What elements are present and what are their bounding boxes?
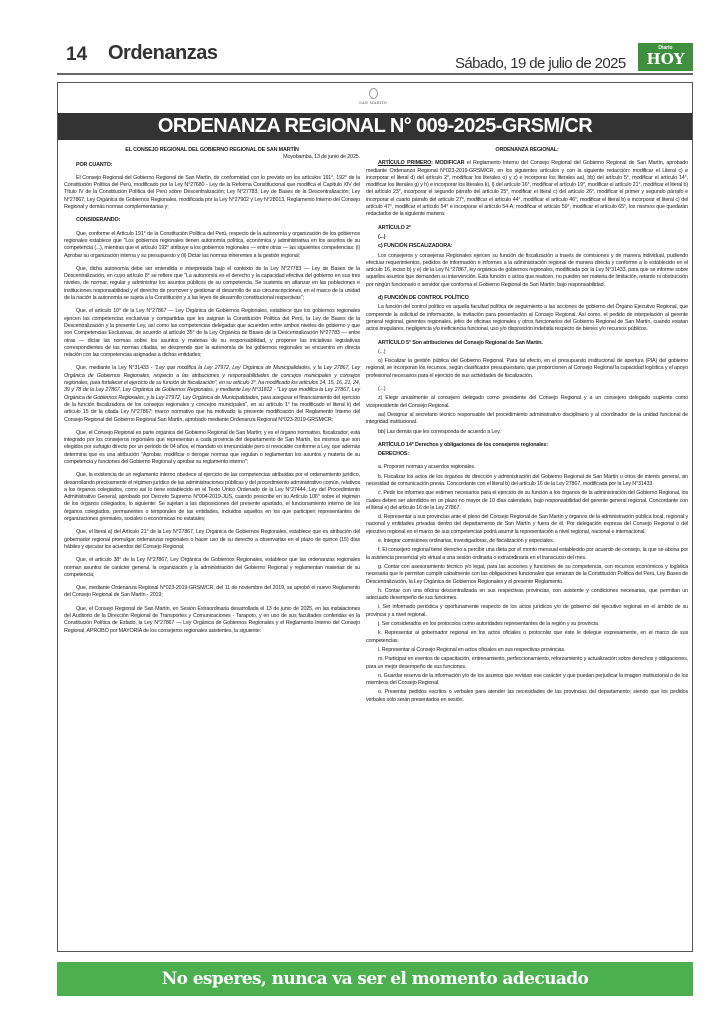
logo-big-text: HOY	[646, 50, 685, 68]
paragraph	[64, 365, 360, 423]
paragraph: Que, mediante Ordenanza Regional N°023-2019-GRSM/CR, del 11 de noviembre del 2019, se aprobó el nuevo Reglamento del Consejo Regional de San Martín - 2019;	[64, 585, 360, 599]
paragraph: Que, conforme el Artículo 191° de la Constitución Política del Perú, respecto de la autonomía y organización de los gobiernos regionales establece que "Los gobiernos regionales tienen autonomía política, económica y administrativa en los asuntos de su competencia (...), mientras que el artículo 192° atribuye a los gobiernos regionales — entre otras — las siguientes competencias: (i) Aprobar su organización interna y su presupuesto y (ii) Dictar las normas inherentes a la gestión regional;	[64, 230, 360, 259]
article-label: ARTÍCULO PRIMERO	[378, 160, 432, 167]
control-politico-heading: d) FUNCIÓN DE CONTROL POLÍTICO	[378, 295, 469, 302]
paragraph: z) Elegir anualmente al consejero delegado como presidente del Consejo Regional y a un consejero delegado suplente como vicepresidente del Consejo Regional.	[366, 395, 688, 409]
right-column	[366, 147, 688, 706]
diario-hoy-logo	[638, 43, 693, 71]
paragraph: Que, el literal a) del Artículo 21° de la Ley N°27867, Ley Orgánica de Gobiernos Regionales, establece que es atribución del gobernador regional promulgar ordenanzas regionales o hacer uso de su derecho a observarlas en el plazo de quince (15) días hábiles y ejecutar los acuerdos del Consejo Regional;	[64, 529, 360, 550]
seal-emblem-icon	[369, 88, 378, 99]
paragraph: La función del control político es aquella facultad política de seguimiento a las acciones de gobierno del Órgano Ejecutivo Regional, que comprende la solicitud de información, la invitación para presentación al Consejo Regional. Así como, el pedido de interpelación al gerente general regional, gerentes regionales, jefes de oficinas regionales y otros funcionarios del Gobierno Regional de San Martín, cuando existan actos irregulares, negligencia y/o ineficiencia funcional, uso y/o disposición indebida respecto de bienes y/o recursos públicos.	[366, 304, 688, 333]
paragraph: El Consejo Regional del Gobierno Regional de San Martín, de conformidad con lo previsto en los artículos 191°, 192° de la Constitución Política del Perú, modificado por la Ley N°27680 - Ley de la Reforma Constitucional que modifica el Capítulo XIV del Título IV de la Constitución Política del Perú sobre Descentralización; Ley N°27783, Ley de Bases de la Descentralización; Ley N°27867, Ley Orgánica de Gobiernos Regionales, modificada por la Ley N°27902 y Ley N°28013, Reglamento Interno del Consejo Regional y demás normas complementarias y;	[64, 174, 360, 211]
page-number: 14	[66, 44, 88, 65]
paragraph: Que, dicha autonomía debe ser entendida e interpretada bajo el contexto de la Ley N°27783 — Ley de Bases de la Descentralización, en cuyo artículo 8° se refiere que "La autonomía es el derecho y la capacidad efectiva del gobierno en sus tres niveles, de normar, regular y administrar los asuntos públicos de su competencia. Se sustenta en afianzar en las poblaciones e instituciones responsabilidad y el derecho de promover y gestionar el desarrollo de sus circunscripciones, en el marco de la unidad de la nación la autonomía se sujeta a la Constitución y a las leyes de desarrollo constitucional respectivas";	[64, 265, 360, 302]
issuer: EL CONSEJO REGIONAL DEL GOBIERNO REGIONAL DE SAN MARTÍN	[125, 147, 299, 153]
list-item: i. Ser informado periódica y oportunamente respecto de los actos jurídicos y/o de gobierno del ejecutivo regional en el ámbito de su provincia y a nivel regional.	[366, 604, 688, 618]
paragraph-start: Que, mediante la Ley N°31433 -	[76, 365, 155, 372]
section-title: Ordenanzas	[108, 42, 218, 64]
regional-seal	[328, 85, 418, 113]
ellipsis: (...)	[378, 348, 386, 355]
article-2-heading: ARTÍCULO 2°	[378, 224, 411, 231]
por-cuanto-heading: POR CUANTO:	[76, 161, 113, 168]
list-item: j. Ser considerados en los protocolos como autoridades representantes de la región y su provincia.	[378, 621, 600, 628]
paragraph-end: para asegurar el financiamiento del ejercicio de la función fiscalizadora de los consejos regionales y concejos municipales", en su artículo 1° ha modificado el literal k) del artículo 15 de la citada Ley N°27867; marco normativo que ha motivado la presente modificación del Reglamento Interno del Consejo Regional del Gobierno Regional San Martín, aprobado mediante Ordenanza Regional N°023-2019-GRSM/CR;	[64, 394, 361, 423]
header-divider	[57, 73, 693, 75]
law-quote: "Ley que modifica la Ley 27972, Ley Orgánica de Municipalidades, y la Ley 27867, Ley Orgánica de Gobiernos Regionales, respecto a las atribuciones y responsabilidades de concejos municipales y consejos regionales, para fortalecer el ejercicio de su función de fiscalización", en su artículo 3°, ha modificado los artículos 14, 15, 16, 21, 24, 39 y 78 de la Ley 27867, Ley Orgánica de Gobiernos Regionales, y mediante Ley N°31812 - "Ley que modifica la Ley 27867, Ley Orgánica de Gobiernos Regionales, y la Ley 27972, Ley Orgánica de Municipalidades,	[64, 365, 361, 401]
list-item: b. Fiscalizar los actos de los órganos de dirección y administración del Gobierno Regional de San Martín u otros de interés general, sin necesidad de comunicación previa. Concordante con el literal b) del artículo 16 de la Ley 27867, modificada por la Ley N°31433.	[366, 473, 688, 487]
article-verb: : MODIFICAR	[431, 160, 465, 167]
considerando-heading: CONSIDERANDO:	[76, 217, 121, 224]
list-item: c. Pedir los informes que estimen necesarios para el ejercicio de su función a los órganos de la administración del Gobierno Regional, los cuales deben ser atendidos en un plazo no mayor de 10 días calendario, bajo responsabilidad del gerente general regional. Concordante con el literal e) del artículo 16 de la Ley 27867.	[366, 490, 688, 511]
list-item: m. Participar en eventos de capacitación, entrenamiento, perfeccionamiento, reforzamiento y actualización sobre derechos y obligaciones, para un mejor desempeño de sus funciones.	[366, 656, 688, 670]
logo-small-text: Diario	[658, 45, 673, 51]
ordinance-box	[57, 82, 693, 952]
place-date: Moyobamba, 13 de junio de 2025.	[283, 154, 360, 161]
slogan-banner: No esperes, nunca va ser el momento adecuado	[57, 962, 693, 996]
issue-date: Sábado, 19 de julio de 2025	[455, 55, 626, 72]
paragraph: Que, el artículo 10° de la Ley N°27867 — Ley Orgánica de Gobiernos Regionales, establece que los gobiernos regionales ejercen las competencias exclusivas y compartidas que les asignan la Constitución Política del Perú, la Ley de Bases de la Descentralización y la presente Ley, así como las competencias delegadas que acuerden entre ambos niveles de gobierno y que son Competencias Exclusivas, de acuerdo al artículo 35° de la Ley Orgánica de Bases de la Descentralización N°27783 — entre otras — dictar las normas sobre los asuntos y materias de su responsabilidad, y proponer las iniciativas legislativas correspondientes de las normas citadas, se desprende que la autonomía de los gobiernos regionales se encuentra en directa relación con las competencias asignadas a dichas entidades;	[64, 308, 360, 359]
list-item: l. Representar al Consejo Regional en actos oficiales en sus respectivas provincias.	[378, 646, 566, 653]
fiscalizadora-heading: c) FUNCIÓN FISCALIZADORA:	[378, 243, 453, 250]
list-item: n. Guardar reserva de la información y/o de los asuntos que revistan ese carácter y que puedan perjudicar la imagen institucional o de los miembros del Consejo Regional.	[366, 672, 688, 687]
paragraph: Los consejeros y consejeras Regionales ejercen su función de fiscalización a través de comisiones y de manera individual, pudiendo efectuar requerimientos, pedidos de información e informes a la administración regional de manera directa y conforme a lo establecido en el artículo 16, inciso b) y e) de la Ley N.°27867, ley orgánica de gobiernos regionales, modificada por la Ley N°31433, para que se informe sobre aquellos asuntos que demanden su intervención. Esta función o actos que realicen, no pueden ser materia de limitación, retardo ni obstrucción por ningún funcionario o servidor que conforma el Gobierno Regional de San Martín; bajo responsabilidad.	[366, 252, 688, 288]
article-5-heading: ARTÍCULO 5° Son atribuciones del Consejo Regional de San Martín.	[378, 339, 543, 346]
list-item: a. Proponer normas y acuerdos regionales.	[378, 464, 476, 471]
article-14-heading: ARTÍCULO 14° Derechos y obligaciones de los consejeros regionales:	[378, 441, 548, 448]
paragraph: Que, el artículo 38° de la Ley N°27867, Ley Orgánica de Gobiernos Regionales, establece que las ordenanzas regionales norman asuntos de carácter general, la organización y la administración del Gobierno Regional y reglamentan materias de su competencia;	[64, 557, 360, 578]
ellipsis: (...)	[378, 233, 386, 240]
paragraph: aa) Designar al secretario técnico responsable del procedimiento administrativo disciplinario y al coordinador de la unidad funcional de integridad institucional.	[366, 411, 688, 426]
paragraph: Que, el Consejo Regional es parte orgánica del Gobierno Regional de San Martín; y es el órgano normativo, fiscalizador, está integrado por los consejeros regionales que representan a cada provincia del departamento de San Martín, los mismos que son elegidos por sufragio directo por un periodo de 04 años, el mandato es irrenunciable pero sí revocable conforme a Ley, que además determina que es una atribución "Aprobar, modificar o derogar normas que regulan o reglamentan los asuntos y materia de su competencia y funciones del Gobierno Regional y aprobar su reglamento interno";	[64, 429, 360, 465]
list-item: f. El consejero regional tiene derecho a percibir una dieta por el monto mensual establecido por acuerdo de consejo, la que se abona por la asistencia presencial y/o virtual a una sesión ordinaria o extraordinaria en el transcurso del mes.	[366, 547, 688, 561]
left-column	[64, 147, 360, 641]
ordinance-heading: ORDENANZA REGIONAL:	[495, 147, 559, 153]
list-item: h. Contar con una oficina descentralizada en sus respectivas provincias, con asistente y condiciones necesarias, que permitan un adecuado desempeño de sus funciones.	[366, 587, 688, 602]
paragraph: bb) Las demás que les corresponda de acuerdo a Ley.	[378, 428, 501, 435]
list-item: g. Contar con asesoramiento técnico y/o legal, para las acciones y funciones de su competencia, con recursos económicos y logística necesaria que le permitan cumplir cabalmente con las obligaciones funcionales que emanan de la Constitución Política del Perú, Ley Bases de Descentralización, la Ley Orgánica de Gobiernos Regionales y el presente Reglamento.	[366, 563, 688, 585]
article-text: el Reglamento Interno del Consejo Regional del Gobierno Regional de San Martín, aprobado mediante Ordenanza Regional N°023-2019-GRSM/CR, en los siguientes artículos y con la siguiente redacción: modificar el Literal c) e incorporar el literal d) del artículo 2°, modificar los literales o) y z) e incorporar los literales aa), bb) del artículo 5°, modificar el artículo 14°, modificar los literales g) y h) e incorporar los literales k), l) del artículo 16°, modificar el artículo 19°, modificar el artículo 21°, modificar el literal b) del artículo 23°, incorporar el segundo párrafo del artículo 25°, modificar el literal c) del artículo 26°, modificar el primer y segundo párrafo e incorporar el cuarto párrafo del artículo 27°, modificar el artículo 44°, modificar el artículo 46°, modificar el literal b) e incorporar el literal c) del artículo 47°, modificar el artículo 54° e incorporar el artículo 54-A; modificar el artículo 59°, modificar el artículo 65°, los mismos que quedarán redactados de la siguiente manera:	[366, 160, 688, 218]
paragraph: Que, el Consejo Regional de San Martín, en Sesión Extraordinaria desarrollada el 13 de junio de 2025, en las instalaciones del Auditorio de la Dirección Regional de Transportes y Comunicaciones - Tarapoto, y en uso de sus facultades conferidas en la Constitución Política de Estado, la Ley N°27867 — Ley Orgánica de Gobiernos Regionales y el Reglamento Interno del Consejo Regional, APROBÓ por MAYORÍA de los consejeros regionales asistentes, la siguiente:	[64, 605, 360, 634]
list-item: k. Representar al gobernador regional en los actos oficiales o protocolar que éste le delegue expresamente, en el marco de sus competencias.	[366, 630, 688, 644]
paragraph: o) Fiscalizar la gestión pública del Gobierno Regional. Para tal efecto, en el presupuesto institucional de apertura (PIA) del gobierno regional, se incorporan los recursos, según clasificador presupuestario, que proporcionen al Consejo Regional la capacidad logística y el apoyo profesional necesarios para el ejercicio de sus actividades de fiscalización.	[366, 358, 688, 379]
list-item: e. Integrar comisiones ordinarias, investigadoras, de fiscalización y especiales.	[378, 538, 555, 545]
seal-text: SAN MARTÍN	[358, 100, 388, 105]
list-item: o. Presentar pedidos escritos o verbales para atender las necesidades de las provincias del departamento; siendo que los pedidos verbales sólo serán presentados en sesión.	[366, 689, 688, 703]
list-item: d. Representar a sus provincias ante el pleno del Consejo Regional de San Martín y órganos de la administración pública local, regional y nacional y entidades privadas dentro del departamento de San Martín y fuera de él. Por delegación expresa del Consejo Regional o del ejecutivo regional en el marco de sus competencias podrá asumir la representación a nivel regional, nacional e internacional.	[366, 514, 688, 535]
ellipsis: (...)	[378, 386, 386, 393]
derechos-heading: DERECHOS:	[378, 451, 409, 458]
ordinance-title: ORDENANZA REGIONAL N° 009-2025-GRSM/CR	[58, 113, 692, 140]
article-first	[366, 160, 688, 218]
paragraph: Que, la existencia de un reglamento interno obedece al ejercicio de las competencias atribuidas por el ordenamiento jurídico, desarrollando precisamente el régimen jurídico de las administraciones públicas y del procedimiento administrativo común, relativos a los órganos colegiados, como así lo tiene establecido en el Texto Único Ordenado de la Ley N°27444, Ley del Procedimiento Administrativo General, aprobado por Decreto Supremo N°004-2019-JUS, cuando prescribe en su Artículo 106° sobre el régimen de los órganos colegiados, lo siguiente: Se sujetan a las disposiciones del presente apartado, el funcionamiento interno de los órganos colegiados, permanentes o temporales de las entidades, incluidos aquellos en los que participen representantes de organizaciones gremiales, sociales o económicas no estatales;	[64, 472, 360, 523]
